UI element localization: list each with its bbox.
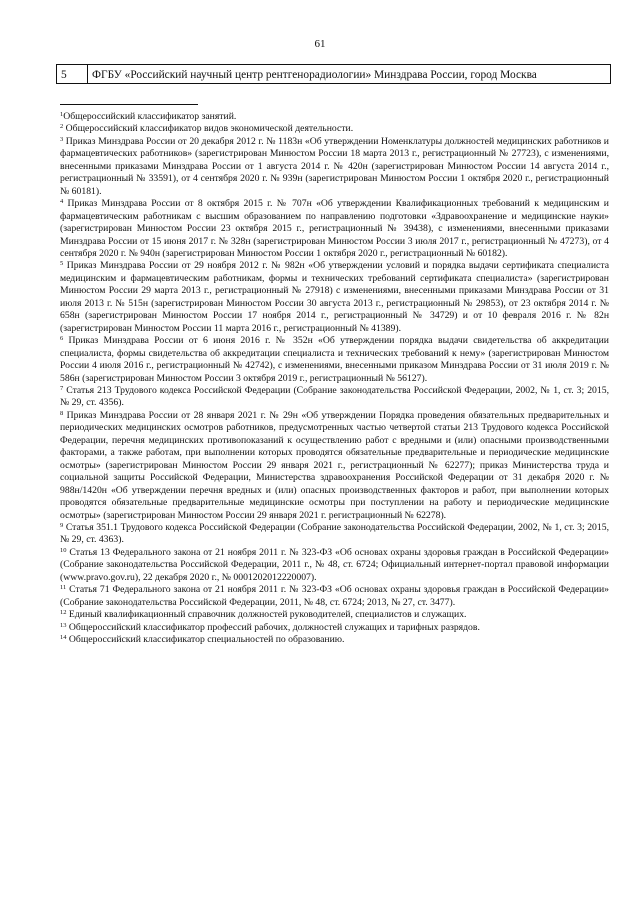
footnote-3 xyxy=(60,136,609,198)
footnote-marker: 12 xyxy=(60,609,67,617)
footnote-marker: 2 xyxy=(60,123,64,131)
footnote-marker: 10 xyxy=(60,546,67,554)
footnote-text: Общероссийский классификатор профессий рабочих, должностей служащих и тарифных разрядов. xyxy=(66,621,480,633)
footnote-text: Приказ Минздрава России от 29 ноября 2012 г. № 982н «Об утверждении условий и порядка выдачи сертификата специалиста медицинским и фармацевтическим работникам, формы и технических требований сертификата специалиста» (зарегистрирован Минюстом России 29 марта 2013 г., регистрационный № 27918) с изменениями, внесенными приказами Минздрава России от 31 июля 2013 г. № 515н (зарегистрирован Минюстом России 30 августа 2013 г., регистрационный № 29853), от 23 октября 2014 г. № 658н (зарегистрирован Минюстом России 17 ноября 2014 г., регистрационный № 34729) и от 10 февраля 2016 г. № 82н (зарегистрирован Минюстом России 11 марта 2016 г., регистрационный № 41389). xyxy=(60,260,609,334)
footnote-9 xyxy=(60,522,609,547)
footnote-6 xyxy=(60,335,609,385)
footnote-marker: 7 xyxy=(60,384,64,392)
footnote-10 xyxy=(60,547,609,584)
footnote-text: Статья 351.1 Трудового кодекса Российской Федерации (Собрание законодательства Российской Федерации, 2002, № 1, ст. 3; 2015, № 29, ст. 4363). xyxy=(60,521,609,546)
footnote-marker: 14 xyxy=(60,634,67,642)
footnote-marker: 1 xyxy=(60,111,64,118)
footnote-1 xyxy=(60,111,609,123)
footnote-text: Статья 71 Федерального закона от 21 ноября 2011 г. № 323-ФЗ «Об основах охраны здоровья граждан в Российской Федерации» (Собрание законодательства Российской Федерации, 2011, № 48, ст. 6724; 2013, № 27, ст. 3477). xyxy=(60,584,609,608)
footnote-7 xyxy=(60,385,609,410)
footnote-marker: 13 xyxy=(60,621,67,629)
footnote-marker: 8 xyxy=(60,409,64,417)
footnote-marker: 6 xyxy=(60,335,64,343)
organization-table xyxy=(56,64,611,84)
footnote-text: Приказ Минздрава России от 6 июня 2016 г. № 352н «Об утверждении порядка выдачи свидетельства об аккредитации специалиста, формы свидетельства об аккредитации специалиста и технических требований к нему» (зарегистрирован Минюстом России 4 июля 2016 г., регистрационный № 42742), с изменениями, внесенными приказом Минздрава России от 31 июля 2019 г. № 586н (зарегистрирован Минюстом России 3 октября 2019 г., регистрационный № 56127). xyxy=(60,335,609,384)
footnote-14 xyxy=(60,634,609,646)
footnote-marker: 3 xyxy=(60,135,64,143)
footnotes-list xyxy=(60,111,609,646)
footnote-5 xyxy=(60,260,609,335)
footnote-text: Статья 213 Трудового кодекса Российской Федерации (Собрание законодательства Российской Федерации, 2002, № 1, ст. 3; 2015, № 29, ст. 4356). xyxy=(60,384,609,409)
footnote-11 xyxy=(60,584,609,609)
organization-name: ФГБУ «Российский научный центр рентгенорадиологии» Минздрава России, город Москва xyxy=(88,65,611,84)
footnote-2 xyxy=(60,123,609,135)
footnote-separator xyxy=(60,104,198,105)
footnote-text: Общероссийский классификатор видов экономической деятельности. xyxy=(63,123,354,135)
footnote-4 xyxy=(60,198,609,260)
footnote-text: Приказ Минздрава России от 28 января 2021 г. № 29н «Об утверждении Порядка проведения обязательных предварительных и периодических медицинских осмотров работников, предусмотренных частью четвертой статьи 213 Трудового кодекса Российской Федерации, перечня медицинских противопоказаний к осуществлению работ с вредными и (или) опасными производственными факторами, а также работам, при выполнении которых проводятся обязательные предварительные и периодические медицинские осмотры» (зарегистрирован Минюстом России 29 января 2021 г., регистрационный № 62277); приказ Министерства труда и социальной защиты Российской Федерации, Министерства здравоохранения Российской Федерации от 31 декабря 2020 г. № 988н/1420н «Об утверждении перечня вредных и (или) опасных производственных факторов и работ, при выполнении которых проводятся обязательные предварительные медицинские осмотры при поступлении на работу и периодические медицинские осмотры» (зарегистрирован Минюстом России 29 января 2021 г. регистрационный № 62278). xyxy=(60,409,609,521)
footnote-13 xyxy=(60,622,609,634)
footnote-text: Общероссийский классификатор специальностей по образованию. xyxy=(66,634,345,646)
footnote-marker: 11 xyxy=(60,584,67,592)
footnote-marker: 4 xyxy=(60,198,64,206)
table-row xyxy=(57,65,611,84)
footnote-marker: 9 xyxy=(60,521,64,529)
organization-index: 5 xyxy=(57,65,88,84)
footnote-text: Общероссийский классификатор занятий. xyxy=(63,111,237,122)
footnote-12 xyxy=(60,609,609,621)
footnote-text: Единый квалификационный справочник должностей руководителей, специалистов и служащих. xyxy=(66,609,467,621)
footnote-text: Приказ Минздрава России от 8 октября 2015 г. № 707н «Об утверждении Квалификационных требований к медицинским и фармацевтическим работникам с высшим образованием по направлению подготовки «Здравоохранение и медицинские науки» (зарегистрирован Минюстом России 23 октября 2015 г., регистрационный № 39438), с изменениями, внесенными приказами Минздрава России от 15 июня 2017 г. № 328н (зарегистрирован Минюстом России 3 июля 2017 г., регистрационный № 47273), от 4 сентября 2020 г. № 940н (зарегистрирован Минюстом России 1 октября 2020 г., регистрационный № 60182). xyxy=(60,198,609,259)
footnote-8 xyxy=(60,410,609,522)
footnote-text: Приказ Минздрава России от 20 декабря 2012 г. № 1183н «Об утверждении Номенклатуры должностей медицинских работников и фармацевтических работников» (зарегистрирован Минюстом России 18 марта 2013 г., регистрационный № 27723), с изменениями, внесенными приказами Минздрава России от 1 августа 2014 г. № 420н (зарегистрирован Минюстом России 14 августа 2014 г., регистрационный № 33591), от 4 сентября 2020 г. № 939н (зарегистрирован Минюстом России 1 октября 2020 г., регистрационный № 60181). xyxy=(60,135,609,197)
footnote-text: Статья 13 Федерального закона от 21 ноября 2011 г. № 323-ФЗ «Об основах охраны здоровья граждан в Российской Федерации» (Собрание законодательства Российской Федерации, 2011 г., № 48, ст. 6724; Официальный интернет-портал правовой информации (www.pravo.gov.ru), 22 декабря 2020 г., № 0001202012220007). xyxy=(60,546,609,583)
page-number: 61 xyxy=(314,38,326,50)
footnote-marker: 5 xyxy=(60,260,64,268)
